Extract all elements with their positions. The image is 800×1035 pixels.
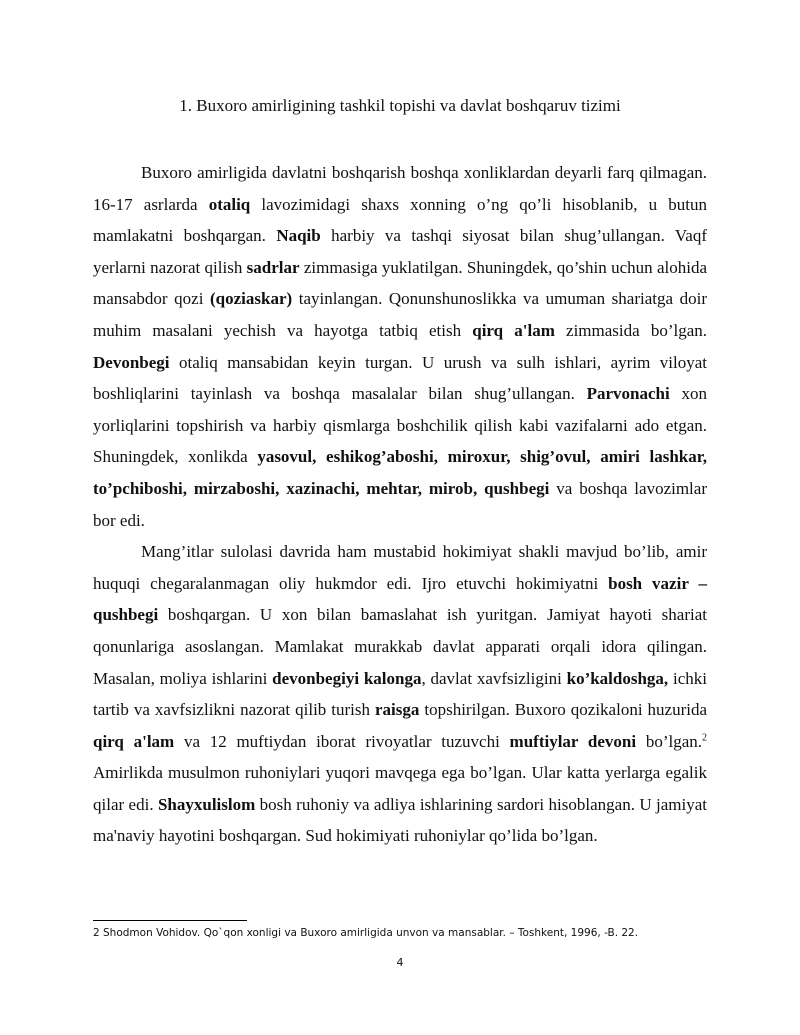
body-text: [93, 157, 707, 852]
footnote: 2 Shodmon Vohidov. Qo`qon xonligi va Buxoro amirligida unvon va mansablar. – Toshkent, 1996, -B. 22.: [93, 927, 639, 939]
text-run: Mang’itlar sulolasi davrida ham mustabid hokimiyat shakli mavjud bo’lib, amir huquqi chegaralanmagan oliy hukmdor edi. Ijro etuvchi hokimiyatni: [93, 542, 707, 593]
bold-term: (qoziaskar): [210, 289, 293, 309]
text-run: bo’lgan.: [636, 731, 703, 751]
page-number: 4: [396, 956, 404, 969]
text-run: topshirilgan. Buxoro qozikaloni huzurida: [419, 700, 707, 720]
bold-term: Shayxulislom: [157, 794, 256, 814]
bold-term: muftiylar devoni: [509, 731, 637, 751]
text-run: va boshqa lavozimlar bor edi.: [93, 478, 707, 530]
bold-term: qirq a'lam: [93, 731, 175, 751]
text-run: zimmasiga yuklatilgan. Shuningdek, qo’shin uchun alohida mansabdor qozi: [93, 257, 708, 309]
paragraph-2: [93, 536, 707, 852]
text-run: xon yorliqlarini topshirish va harbiy qismlarga boshchilik qilish kabi vazifalarni ado etgan. Shuningdek, xonlikda: [93, 384, 707, 467]
text-run: ichki tartib va xavfsizlikni nazorat qilib turish: [93, 668, 707, 720]
bold-term: otaliq: [208, 194, 251, 214]
bold-term: Devonbegi: [93, 352, 170, 372]
text-run: Buxoro amirligida davlatni boshqarish boshqa xonliklardan deyarli farq qilmagan. 16-17 asrlarda: [93, 163, 707, 214]
bold-term: bosh vazir – qushbegi: [93, 573, 707, 625]
text-run: bosh ruhoniy va adliya ishlarining sardori hisoblangan. U jamiyat ma'naviy hayotini boshqargan. Sud hokimiyati ruhoniylar qo’lida bo’lgan.: [93, 794, 708, 846]
bold-term: yasovul, eshikog’aboshi, miroxur, shig’ovul, amiri lashkar, to’pchiboshi, mirzaboshi, xazinachi, mehtar, mirob, qushbegi: [93, 447, 707, 498]
bold-term: sadrlar: [246, 257, 300, 277]
bold-term: devonbegiyi kalonga: [272, 668, 422, 688]
text-run: Amirlikda musulmon ruhoniylari yuqori mavqega ega bo’lgan. Ular katta yerlarga egalik qilar edi.: [93, 763, 707, 814]
footnote-reference: 2: [702, 732, 708, 744]
text-run: , davlat xavfsizligini: [421, 668, 567, 688]
text-run: zimmasida bo’lgan.: [554, 320, 708, 340]
text-run: harbiy va tashqi siyosat bilan shug’ullangan. Vaqf yerlarni nazorat qilish: [93, 226, 708, 277]
bold-term: qirq a'lam: [472, 320, 555, 340]
text-run: lavozimidagi shaxs xonning o’ng qo’li hisoblanib, u butun mamlakatni boshqargan.: [93, 194, 707, 246]
paragraph-1: [93, 157, 707, 536]
bold-term: Parvonachi: [586, 384, 670, 404]
bold-term: Naqib: [276, 226, 321, 246]
footnote-separator: [93, 920, 247, 921]
text-run: va 12 muftiydan iborat rivoyatlar tuzuvchi: [174, 731, 510, 751]
bold-term: ko’kaldoshga,: [566, 668, 669, 688]
section-heading: 1. Buxoro amirligining tashkil topishi va davlat boshqaruv tizimi: [179, 96, 621, 115]
text-run: boshqargan. U xon bilan bamaslahat ish yuritgan. Jamiyat hayoti shariat qonunlariga asoslangan. Mamlakat murakkab davlat apparati orqali idora qilingan. Masalan, moliya ishlarini: [93, 605, 707, 688]
text-run: tayinlangan. Qonunshunoslikka va umuman shariatga doir muhim masalani yechish va hayotga tatbiq etish: [93, 289, 707, 340]
text-run: otaliq mansabidan keyin turgan. U urush va sulh ishlari, ayrim viloyat boshliqlarini tayinlash va boshqa masalalar bilan shug’ullangan.: [93, 352, 707, 404]
bold-term: raisga: [374, 700, 420, 720]
